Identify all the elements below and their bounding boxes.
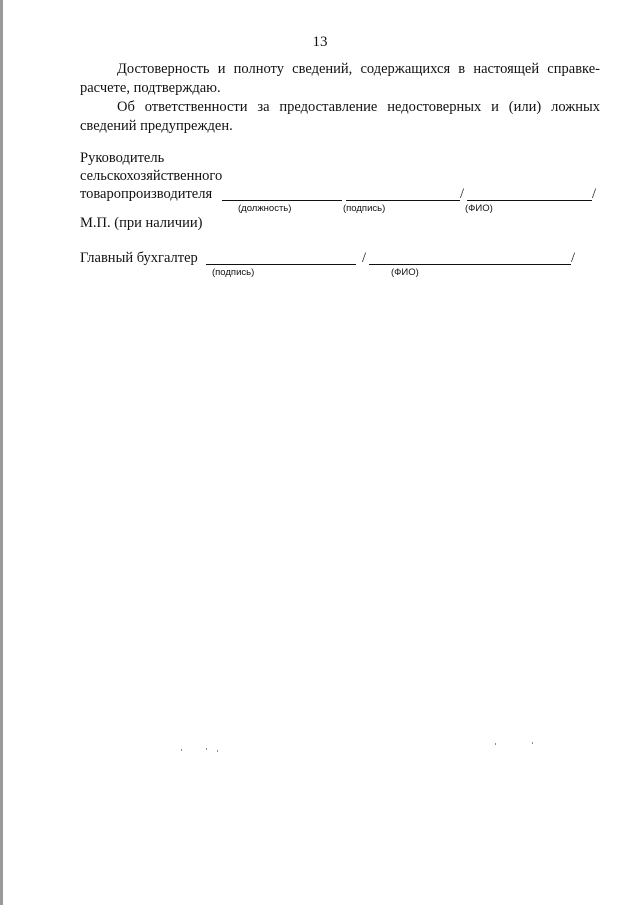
head-position-field[interactable] xyxy=(222,200,342,201)
head-name-field[interactable] xyxy=(467,200,592,201)
stamp-note: М.П. (при наличии) xyxy=(80,215,203,231)
responsibility-paragraph: Об ответственности за предоставление недостоверных и (или) ложных сведений предупрежден. xyxy=(80,99,600,134)
scan-speck xyxy=(206,748,207,750)
accountant-caption-name: (ФИО) xyxy=(391,267,419,278)
head-signature-field[interactable] xyxy=(346,200,460,201)
scan-speck xyxy=(217,750,218,752)
head-caption-signature: (подпись) xyxy=(343,203,386,214)
head-caption-name: (ФИО) xyxy=(465,203,493,214)
confirmation-paragraph: Достоверность и полноту сведений, содержащихся в настоящей справке-расчете, подтверждаю. xyxy=(80,61,600,96)
accountant-caption-signature: (подпись) xyxy=(212,267,255,278)
head-slash-left: / xyxy=(460,186,465,202)
scan-speck xyxy=(495,743,496,745)
page-number: 13 xyxy=(312,34,328,50)
head-label-line-1: Руководитель xyxy=(80,150,165,166)
page-edge xyxy=(0,0,3,905)
accountant-slash-right: / xyxy=(571,250,576,266)
accountant-name-field[interactable] xyxy=(369,264,571,265)
head-slash-right: / xyxy=(592,186,597,202)
accountant-signature-field[interactable] xyxy=(206,264,356,265)
head-label-line-2: сельскохозяйственного xyxy=(80,168,223,184)
accountant-label: Главный бухгалтер xyxy=(80,250,198,266)
head-label-line-3: товаропроизводителя xyxy=(80,186,213,202)
scan-speck xyxy=(181,749,182,751)
head-caption-position: (должность) xyxy=(238,203,292,214)
scan-speck xyxy=(532,742,533,744)
accountant-slash-left: / xyxy=(362,250,367,266)
